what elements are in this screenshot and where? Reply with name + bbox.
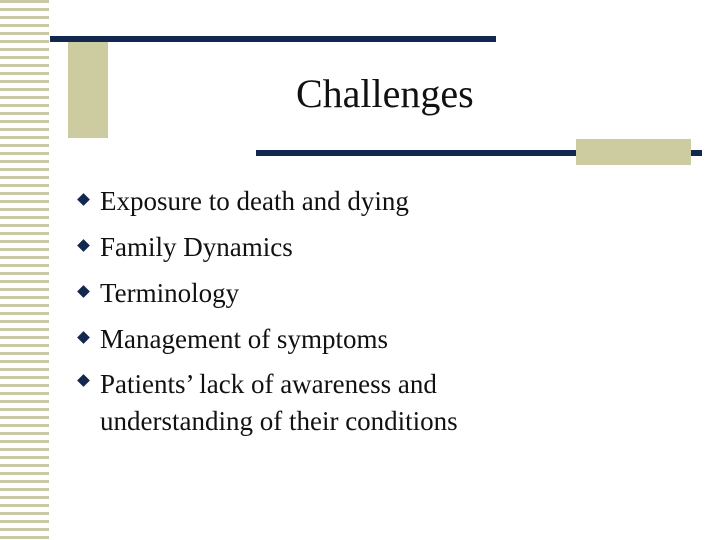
decorative-khaki-block-bottom bbox=[576, 139, 691, 165]
diamond-bullet-icon bbox=[77, 285, 90, 298]
bullet-text: Management of symptoms bbox=[100, 324, 388, 354]
diamond-bullet-icon bbox=[77, 193, 90, 206]
bullet-text-line-2: understanding of their conditions bbox=[100, 406, 458, 436]
diamond-bullet-icon bbox=[77, 331, 90, 344]
bullet-text-line-1: Patients’ lack of awareness and bbox=[100, 369, 437, 399]
decorative-stripe-strip bbox=[0, 0, 52, 540]
bullet-item-terminology bbox=[76, 270, 696, 316]
bullet-list bbox=[76, 178, 696, 440]
bullet-item-management-of-symptoms bbox=[76, 316, 696, 362]
bullet-item-patients-awareness bbox=[76, 362, 696, 440]
bullet-item-family-dynamics bbox=[76, 224, 696, 270]
title-top-rule bbox=[50, 36, 496, 42]
diamond-bullet-icon bbox=[77, 239, 90, 252]
diamond-bullet-icon bbox=[77, 374, 90, 387]
bullet-item-exposure bbox=[76, 178, 696, 224]
bullet-text: Terminology bbox=[100, 278, 240, 308]
bullet-text: Family Dynamics bbox=[100, 232, 293, 262]
bullet-text: Exposure to death and dying bbox=[100, 186, 409, 216]
slide-title: Challenges bbox=[296, 71, 474, 116]
decorative-khaki-block-top bbox=[68, 38, 108, 138]
